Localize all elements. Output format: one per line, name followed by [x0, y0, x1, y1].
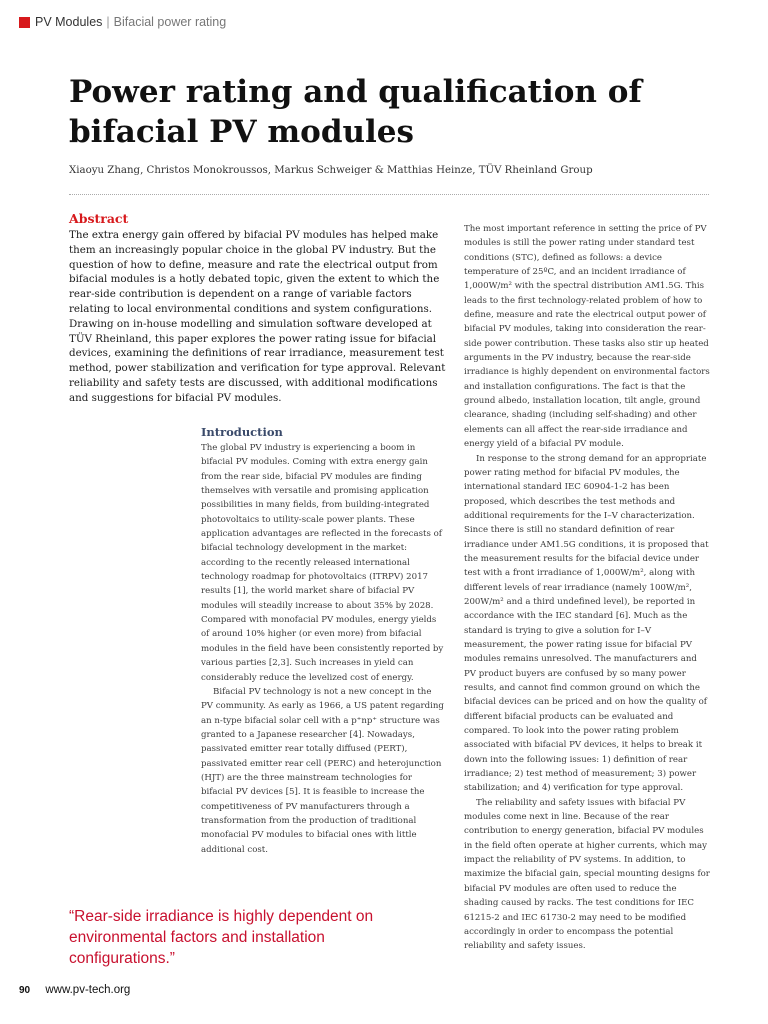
- header-section: PV Modules: [35, 15, 103, 29]
- abstract-text: The extra energy gain offered by bifacial PV modules has helped make them an increasingly popular choice in the global PV industry. But the question of how to define, measure and rate the electrical output from bifacial modules is a hotly debated topic, given the extent to which the rear-side contribution is dependent on a range of variable factors relating to local environmental conditions and system configurations. Drawing on in-house modelling and simulation software developed at TÜV Rheinland, this paper explores the power rating issue for bifacial devices, examining the definitions of rear irradiance, measurement test method, power stabilization and verification for type approval. Relevant reliability and safety tests are discussed, with additional modifications and suggestions for bifacial PV modules.: [69, 229, 446, 404]
- body-paragraph: The most important reference in setting the price of PV modules is still the power rating under standard test conditions (STC), defined as follows: a device temperature of 25ºC, and an incident irradiance of 1,000W/m² with the spectral distribution AM1.5G. This leads to the first technology-related problem of how to define, measure and rate the electrical output power of bifacial PV modules, taking into consideration the rear-side power contribution. These tasks also stir up heated arguments in the PV industry, because the rear-side irradiance is highly dependent on environmental factors and installation configurations. The fact is that the ground albedo, installation location, tilt angle, ground clearance, shading (including self-shading) and other elements can all affect the rear-side irradiance and energy yield of a bifacial PV module.: [464, 224, 710, 450]
- body-paragraph: In response to the strong demand for an appropriate power rating method for bifacial PV modules, the international standard IEC 60904-1-2 has been proposed, which describes the test methods and additional requirements for the I–V characterization. Since there is still no standard definition of rear irradiance under AM1.5G conditions, it is proposed that the measurement results for the bifacial device under test with a front irradiance of 1,000W/m², along with different levels of rear irradiance (namely 100W/m², 200W/m² and a third undefined level), be reported in accordance with the IEC standard [6]. Much as the standard is trying to give a solution for I–V measurement, the power rating issue for bifacial PV modules remains unresolved. The manufacturers and PV product buyers are confused by so many power results, and cannot find common ground on which the bifacial devices can be priced and on how the quality of different bifacial products can be evaluated and compared. To look into the power rating problem associated with bifacial PV devices, it helps to break it down into the following issues: 1) definition of rear irradiance; 2) test method of measurement; 3) power stabilization; and 4) verification for type approval.: [464, 453, 709, 794]
- dotted-divider: [69, 194, 709, 195]
- header-separator: |: [106, 15, 110, 29]
- running-header: [19, 14, 226, 30]
- article-title: Power rating and qualification of bifacial PV modules: [69, 74, 642, 150]
- body-paragraph: Bifacial PV technology is not a new concept in the PV community. As early as 1966, a US patent regarding an n-type bifacial solar cell with a p⁺np⁺ structure was granted to a Japanese researcher [4]. Nowadays, passivated emitter rear totally diffused (PERT), passivated emitter rear cell (PERC) and heterojunction (HJT) are the three mainstream technologies for bifacial PV devices [5]. It is feasible to increase the competitiveness of PV manufacturers through a transformation from the production of traditional monofacial PV modules to bifacial ones with little additional cost.: [201, 686, 444, 855]
- abstract-heading: Abstract: [69, 211, 129, 226]
- right-column: [464, 222, 710, 954]
- header-subsection: Bifacial power rating: [113, 15, 227, 29]
- body-paragraph: The reliability and safety issues with bifacial PV modules come next in line. Because of the rear contribution to energy generation, bifacial PV modules in the field often operate at higher currents, which may impact the reliability of PV systems. In addition, to maximize the bifacial gain, special mounting designs for bifacial PV modules are often used to reduce the shading caused by racks. The test conditions for IEC 61215-2 and IEC 61730-2 may need to be modified accordingly in order to encompass the potential reliability and safety issues.: [464, 797, 710, 952]
- body-paragraph: The global PV industry is experiencing a boom in bifacial PV modules. Coming with extra energy gain from the rear side, bifacial PV modules are finding themselves with versatile and promising application possibilities in many fields, from building-integrated photovoltaics to utility-scale power plants. These application advantages are reflected in the forecasts of bifacial technology development in the market: according to the recently released international technology roadmap for photovoltaics (ITRPV) 2017 results [1], the world market share of bifacial PV modules will steadily increase to about 35% by 2028. Compared with monofacial PV modules, energy yields of around 10% higher (or even more) from bifacial modules in the field have been consistently reported by various parties [2,3]. Such increases in yield can considerably reduce the levelized cost of energy.: [201, 443, 444, 683]
- page-footer: [19, 984, 130, 996]
- introduction-heading: Introduction: [201, 425, 283, 439]
- footer-url[interactable]: www.pv-tech.org: [45, 984, 131, 996]
- pull-quote: “Rear-side irradiance is highly dependent on environmental factors and installation configurations.”: [69, 908, 374, 967]
- introduction-column: [201, 441, 446, 857]
- author-line: Xiaoyu Zhang, Christos Monokroussos, Markus Schweiger & Matthias Heinze, TÜV Rheinland Group: [69, 165, 593, 176]
- page-number: 90: [19, 985, 31, 996]
- section-marker-square: [19, 17, 30, 28]
